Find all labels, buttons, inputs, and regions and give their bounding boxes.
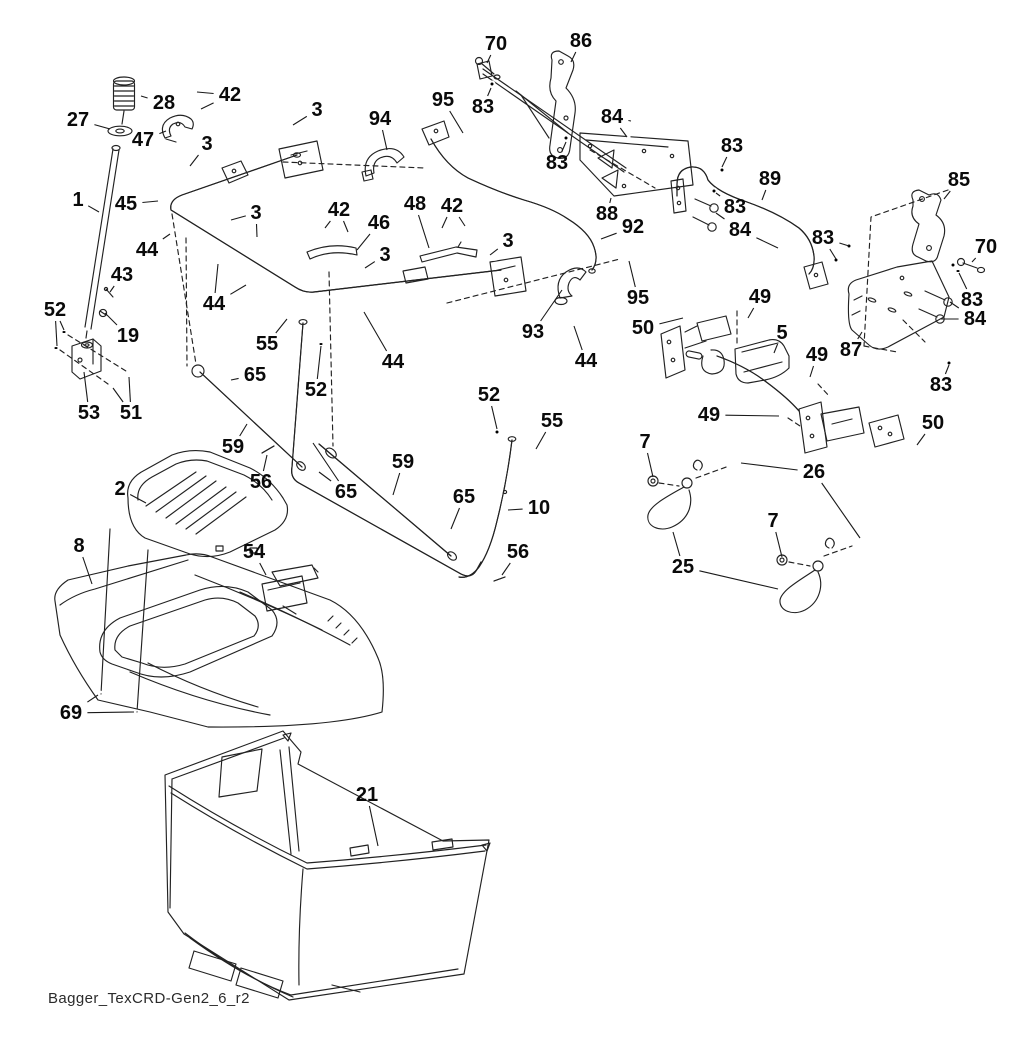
callout-label-65: 65 xyxy=(243,364,267,386)
callout-label-50: 50 xyxy=(921,412,945,434)
callout-leader-49 xyxy=(748,308,754,318)
callout-leader-48 xyxy=(419,215,430,248)
callout-leader-50 xyxy=(659,318,683,324)
callout-leader-93 xyxy=(541,290,562,321)
callout-label-56: 56 xyxy=(249,471,273,493)
screw-50-icon xyxy=(681,314,696,325)
callout-label-52: 52 xyxy=(477,384,501,406)
callout-label-87: 87 xyxy=(839,339,863,361)
screw-42-icon xyxy=(196,104,204,119)
callout-leader-70 xyxy=(972,258,976,262)
callout-leader-55 xyxy=(276,319,287,333)
screw-84-icon xyxy=(768,259,780,274)
callout-label-3: 3 xyxy=(311,99,323,121)
screw-42-icon xyxy=(460,226,468,241)
clamp-3-icon xyxy=(357,260,375,273)
callout-leader-45 xyxy=(142,201,158,203)
part-plate-87 xyxy=(848,261,949,349)
callout-label-56: 56 xyxy=(506,541,530,563)
screw-42-icon xyxy=(320,228,329,243)
callout-leader-3 xyxy=(293,116,307,125)
callout-leader-56 xyxy=(263,455,267,471)
callout-leader-85 xyxy=(944,191,950,199)
callout-label-53: 53 xyxy=(77,402,101,424)
callout-leader-46 xyxy=(357,234,370,250)
callout-label-59: 59 xyxy=(391,451,415,473)
screw-44-icon xyxy=(567,321,577,336)
callout-leader-19 xyxy=(105,313,117,325)
callout-label-89: 89 xyxy=(758,168,782,190)
callout-label-51: 51 xyxy=(119,402,143,424)
callout-label-26: 26 xyxy=(802,461,826,483)
callout-label-84: 84 xyxy=(600,106,624,128)
callout-leader-89 xyxy=(762,190,766,200)
bolt-51-icon xyxy=(128,365,141,379)
callout-leader-51 xyxy=(129,377,130,402)
callout-leader-42 xyxy=(442,217,447,228)
callout-label-55: 55 xyxy=(255,333,279,355)
callout-leader-54 xyxy=(260,563,266,575)
callout-label-85: 85 xyxy=(947,169,971,191)
callout-leader-3 xyxy=(257,224,258,237)
callout-leader-44 xyxy=(574,326,582,350)
nut-83-icon xyxy=(831,256,841,263)
callout-label-3: 3 xyxy=(502,230,514,252)
callout-leader-92 xyxy=(601,233,617,239)
part-bin-21 xyxy=(165,731,490,1000)
washer-52-icon xyxy=(60,329,68,334)
callout-leader-51 xyxy=(113,388,123,402)
callout-label-93: 93 xyxy=(521,321,545,343)
callout-label-1: 1 xyxy=(72,189,84,211)
callout-label-84: 84 xyxy=(728,219,752,241)
part-bracket-85 xyxy=(912,190,945,262)
callout-label-44: 44 xyxy=(381,351,405,373)
callout-label-2: 2 xyxy=(114,478,126,500)
callout-leader-83 xyxy=(722,157,727,167)
callout-label-83: 83 xyxy=(929,374,953,396)
callout-label-25: 25 xyxy=(671,556,695,578)
screw-42-icon xyxy=(191,85,200,100)
callout-label-42: 42 xyxy=(327,199,351,221)
callout-leader-5 xyxy=(774,344,778,353)
bolt-26-icon xyxy=(727,459,741,466)
screw-65-icon xyxy=(447,527,458,539)
callout-label-7: 7 xyxy=(767,510,779,532)
callout-leader-42 xyxy=(459,217,465,226)
diagram-artwork xyxy=(52,51,985,1000)
callout-label-83: 83 xyxy=(960,289,984,311)
callout-label-42: 42 xyxy=(218,84,242,106)
callout-leader-59 xyxy=(393,473,400,495)
callout-label-55: 55 xyxy=(540,410,564,432)
washer-52-icon xyxy=(317,341,325,346)
callout-label-59: 59 xyxy=(221,436,245,458)
callout-leader-65 xyxy=(313,443,339,481)
part-bracket-86 xyxy=(550,51,576,158)
callout-leader-49 xyxy=(725,415,779,416)
callout-layer xyxy=(44,30,997,846)
callout-label-70: 70 xyxy=(974,236,998,258)
callout-leader-7 xyxy=(648,453,654,477)
callout-leader-52 xyxy=(56,321,57,346)
callout-label-19: 19 xyxy=(116,325,140,347)
figure-footer: Bagger_TexCRD-Gen2_6_r2 xyxy=(48,990,250,1007)
nut-83-icon xyxy=(948,261,958,268)
callout-leader-50 xyxy=(917,434,925,445)
callout-label-69: 69 xyxy=(59,702,83,724)
washer-52-icon xyxy=(52,345,60,350)
callout-label-44: 44 xyxy=(202,293,226,315)
callout-label-95: 95 xyxy=(431,89,455,111)
callout-label-92: 92 xyxy=(621,216,645,238)
pin-56-icon xyxy=(262,446,505,581)
callout-label-44: 44 xyxy=(574,350,598,372)
callout-label-86: 86 xyxy=(569,30,593,52)
callout-leader-95 xyxy=(450,111,463,133)
screw-49-icon xyxy=(778,410,793,418)
callout-label-48: 48 xyxy=(403,193,427,215)
callout-leader-49 xyxy=(810,366,814,377)
callout-label-49: 49 xyxy=(697,404,721,426)
screw-42-icon xyxy=(343,232,352,247)
callout-label-45: 45 xyxy=(114,193,138,215)
callout-leader-59 xyxy=(240,424,247,436)
callout-label-3: 3 xyxy=(201,133,213,155)
callout-leader-25 xyxy=(699,571,778,589)
callout-leader-83 xyxy=(716,193,720,196)
callout-label-88: 88 xyxy=(595,203,619,225)
screw-84-icon xyxy=(769,242,781,257)
callout-leader-84 xyxy=(628,121,631,122)
callout-leader-44 xyxy=(364,312,387,351)
nut-52-icon xyxy=(492,428,502,435)
callout-leader-3 xyxy=(190,155,199,166)
screw-84-icon xyxy=(622,117,635,132)
callout-leader-21 xyxy=(369,806,378,846)
nut-83-icon xyxy=(717,166,727,173)
clamp-3-icon xyxy=(249,232,267,245)
nut-83-icon xyxy=(561,134,571,141)
callout-leader-83 xyxy=(488,88,491,96)
part-bracket-47 xyxy=(162,115,193,142)
callout-leader-42 xyxy=(344,221,349,232)
screw-44-icon xyxy=(376,192,387,207)
callout-label-52: 52 xyxy=(43,299,67,321)
washer-83-icon xyxy=(954,268,962,273)
callout-label-3: 3 xyxy=(250,202,262,224)
part-strip-46 xyxy=(307,246,357,259)
callout-leader-83 xyxy=(945,365,949,374)
callout-leader-27 xyxy=(94,125,110,129)
callout-leader-84 xyxy=(756,238,778,248)
bolt-69-icon xyxy=(133,708,139,719)
callout-leader-42 xyxy=(197,92,214,94)
callout-label-27: 27 xyxy=(66,109,90,131)
nut-83-icon xyxy=(487,80,497,87)
part-washer-27 xyxy=(108,126,132,136)
bolt-51-icon xyxy=(112,374,125,388)
callout-label-47: 47 xyxy=(131,129,155,151)
callout-label-65: 65 xyxy=(334,481,358,503)
callout-label-83: 83 xyxy=(471,96,495,118)
callout-label-83: 83 xyxy=(811,227,835,249)
callout-leader-52 xyxy=(492,406,497,429)
callout-leader-95 xyxy=(629,261,635,287)
callout-label-3: 3 xyxy=(379,244,391,266)
callout-label-65: 65 xyxy=(452,486,476,508)
screw-42-icon xyxy=(437,228,445,243)
callout-leader-55 xyxy=(536,432,546,449)
callout-leader-94 xyxy=(383,130,388,150)
callout-label-83: 83 xyxy=(723,196,747,218)
part-hook-25 xyxy=(648,460,834,612)
screw-44-icon xyxy=(360,306,367,320)
callout-label-83: 83 xyxy=(545,152,569,174)
callout-label-83: 83 xyxy=(720,135,744,157)
callout-leader-26 xyxy=(741,463,798,470)
callout-label-52: 52 xyxy=(304,379,328,401)
callout-leader-44 xyxy=(215,264,218,293)
callout-label-7: 7 xyxy=(639,431,651,453)
callout-label-84: 84 xyxy=(963,308,987,330)
callout-leader-1 xyxy=(88,206,99,212)
callout-leader-65 xyxy=(451,508,460,529)
callout-leader-69 xyxy=(87,712,134,713)
callout-label-49: 49 xyxy=(805,344,829,366)
callout-leader-26 xyxy=(822,483,860,538)
bolt-26-icon xyxy=(854,538,868,545)
callout-leader-52 xyxy=(317,346,321,379)
callout-label-28: 28 xyxy=(152,92,176,114)
callout-leader-56 xyxy=(502,563,510,575)
callout-leader-25 xyxy=(673,532,680,556)
callout-label-49: 49 xyxy=(748,286,772,308)
callout-label-46: 46 xyxy=(367,212,391,234)
callout-label-70: 70 xyxy=(484,33,508,55)
callout-label-50: 50 xyxy=(631,317,655,339)
screw-55-icon xyxy=(532,447,546,461)
part-arch-94 xyxy=(362,149,404,181)
callout-leader-10 xyxy=(508,509,523,510)
callout-leader-65 xyxy=(319,472,331,481)
callout-leader-8 xyxy=(83,557,92,584)
callout-leader-65 xyxy=(231,378,239,380)
callout-leader-28 xyxy=(141,96,148,98)
callout-label-43: 43 xyxy=(110,264,134,286)
callout-leader-42 xyxy=(325,221,330,228)
callout-label-5: 5 xyxy=(776,322,788,344)
callout-label-10: 10 xyxy=(527,497,551,519)
callout-label-94: 94 xyxy=(368,108,392,130)
callout-leader-83 xyxy=(959,273,967,289)
callout-leader-43 xyxy=(110,286,114,292)
callout-label-95: 95 xyxy=(626,287,650,309)
screw-44-icon xyxy=(239,284,249,299)
callout-leader-7 xyxy=(776,532,782,557)
nut-7-icon xyxy=(648,476,787,565)
callout-label-21: 21 xyxy=(355,784,379,806)
callout-leader-83 xyxy=(562,142,566,152)
callout-leader-44 xyxy=(230,285,246,294)
callout-label-44: 44 xyxy=(135,239,159,261)
part-plate-88 xyxy=(580,133,693,196)
callout-label-54: 54 xyxy=(242,541,266,563)
callout-leader-52 xyxy=(60,321,64,330)
clamp-3-icon xyxy=(181,162,199,175)
part-block-53 xyxy=(72,339,101,379)
callout-label-42: 42 xyxy=(440,195,464,217)
part-spring-28 xyxy=(114,77,135,124)
part-elbow-93 xyxy=(555,268,586,305)
callout-leader-83 xyxy=(830,249,836,259)
callout-label-8: 8 xyxy=(73,535,85,557)
